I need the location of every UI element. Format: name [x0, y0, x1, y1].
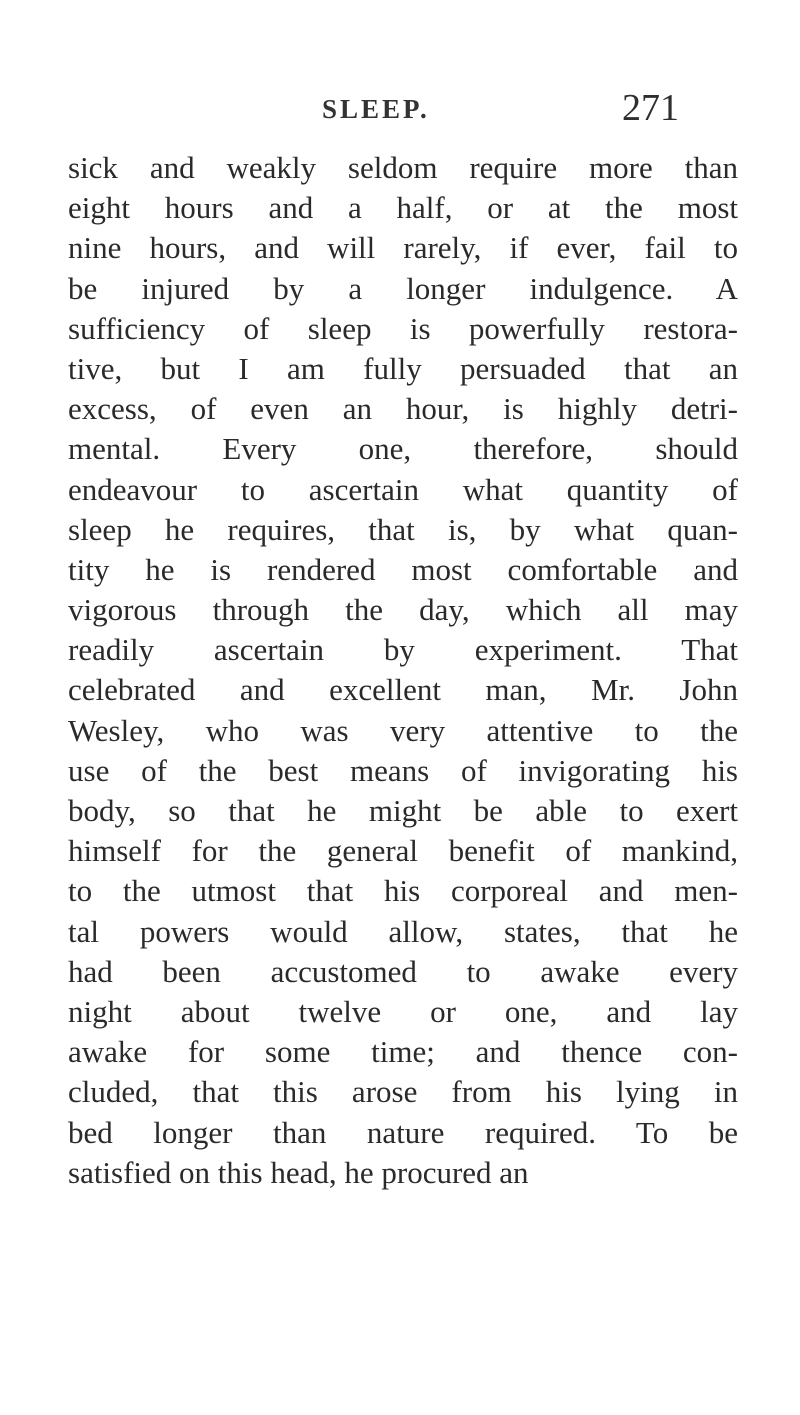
page-number: 271 [622, 87, 679, 129]
text-line: mental. Every one, therefore, should [68, 431, 738, 467]
text-line: satisfied on this head, he procured an [68, 1154, 529, 1190]
text-line: night about twelve or one, and lay [68, 993, 738, 1029]
text-line: awake for some time; and thence con- [68, 1034, 738, 1070]
running-header [0, 87, 800, 134]
text-line: Wesley, who was very attentive to the [68, 712, 738, 748]
running-title: SLEEP. [322, 94, 430, 124]
text-line: endeavour to ascertain what quantity of [68, 471, 738, 507]
text-line: excess, of even an hour, is highly detri- [68, 391, 738, 427]
text-line: tive, but I am fully persuaded that an [68, 350, 738, 386]
text-line: tal powers would allow, states, that he [68, 913, 738, 949]
text-line: sufficiency of sleep is powerfully restora- [68, 310, 738, 346]
text-line: sick and weakly seldom require more than [68, 150, 738, 185]
body-text [68, 148, 738, 1193]
text-line: to the utmost that his corporeal and men- [68, 873, 738, 909]
text-line: nine hours, and will rarely, if ever, fail to [68, 230, 738, 266]
text-line: sleep he requires, that is, by what quan- [68, 511, 738, 547]
text-line: had been accustomed to awake every [68, 953, 738, 989]
text-line: tity he is rendered most comfortable and [68, 551, 738, 587]
text-line: use of the best means of invigorating his [68, 752, 738, 788]
text-line: be injured by a longer indulgence. A [68, 270, 738, 306]
text-line: readily ascertain by experiment. That [68, 632, 738, 668]
text-line: vigorous through the day, which all may [68, 592, 738, 628]
text-line: bed longer than nature required. To be [68, 1114, 738, 1150]
text-line: body, so that he might be able to exert [68, 793, 738, 828]
text-line: celebrated and excellent man, Mr. John [68, 672, 738, 708]
text-line: eight hours and a half, or at the most [68, 190, 738, 226]
text-line: cluded, that this arose from his lying in [68, 1074, 738, 1110]
text-line: himself for the general benefit of mankind, [68, 833, 738, 869]
